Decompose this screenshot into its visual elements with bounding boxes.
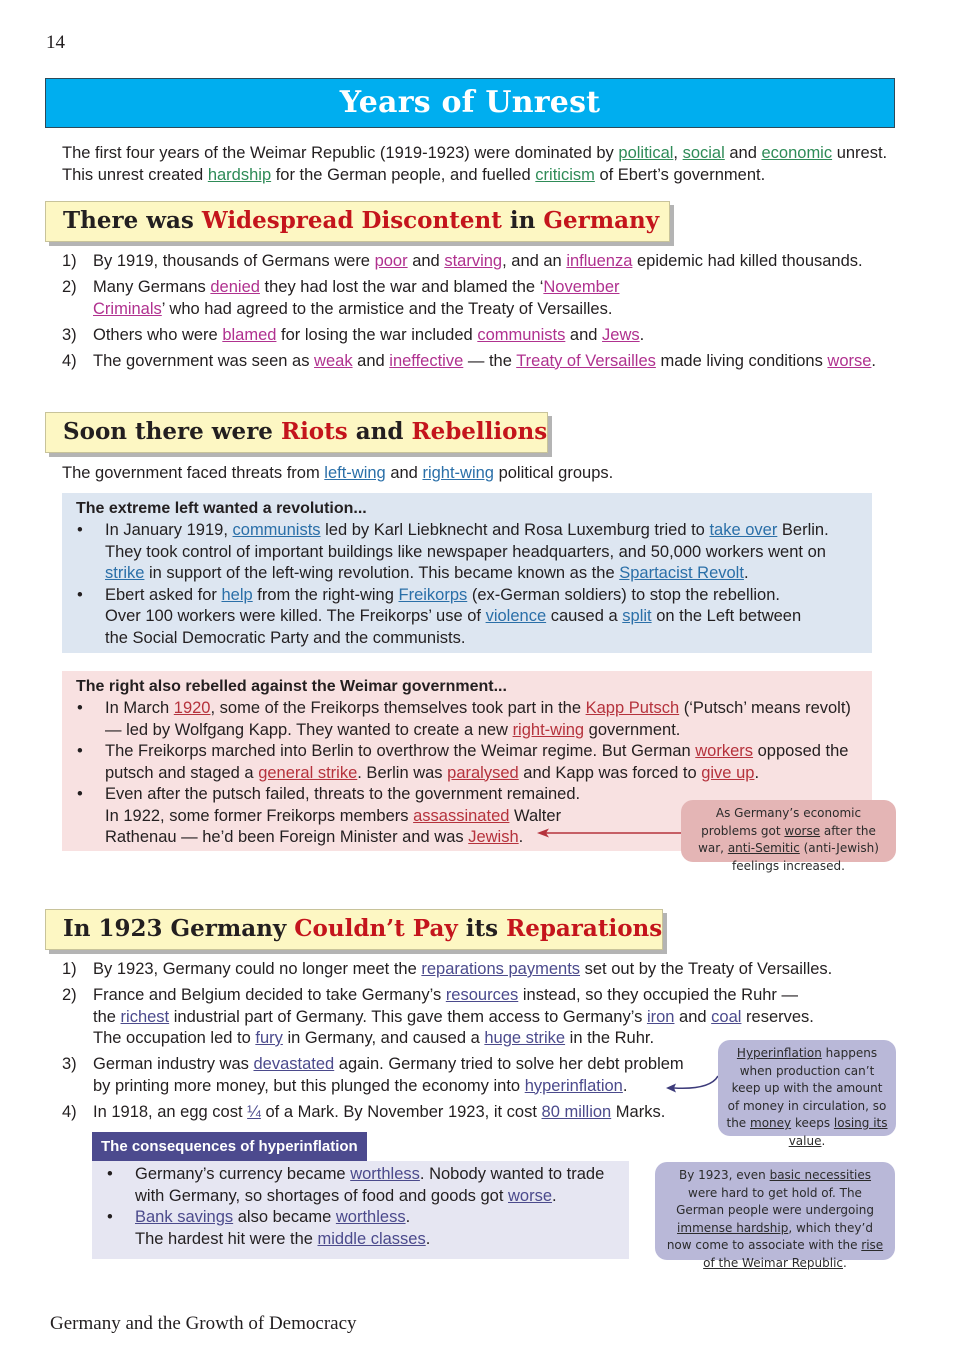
text: (anti-Jewish) feelings increased. (732, 841, 879, 873)
keyword: fury (255, 1029, 283, 1047)
heading-text: and (347, 418, 412, 445)
arrow-curve (674, 1076, 718, 1088)
text: As Germany’s economic problems got (701, 806, 862, 838)
bullet-icon: • (77, 585, 83, 604)
keyword: immense hardship (677, 1220, 789, 1235)
text: from the right-wing (252, 585, 399, 604)
intro-paragraph (62, 142, 902, 186)
text: By 1923, even (678, 1168, 770, 1182)
bullet-icon: • (77, 742, 83, 760)
keyword: money (750, 1116, 792, 1130)
text: , (673, 144, 683, 162)
heading-highlight: Couldn’t Pay (294, 915, 458, 942)
page-footer: Germany and the Growth of Democracy (50, 1313, 357, 1334)
item-number: 3) (62, 1055, 77, 1073)
keyword: resources (445, 986, 519, 1004)
keyword: violence (485, 607, 547, 625)
list-item (76, 741, 858, 784)
text: again. Germany tried to solve her debt problem (334, 1055, 684, 1073)
heading-highlight: Rebellions (411, 418, 548, 445)
text: . (821, 1133, 826, 1148)
keyword: worse (784, 823, 821, 838)
text: . (754, 763, 760, 782)
text: made living conditions (655, 351, 828, 370)
keyword: coal (711, 1007, 742, 1026)
keyword: huge strike (484, 1029, 566, 1047)
keyword: ineffective (389, 351, 464, 370)
text: France and Belgium decided to take Germany’s (93, 986, 446, 1004)
keyword: rise of the Weimar Republic (703, 1238, 884, 1270)
keyword: weak (314, 351, 353, 370)
text: they had lost the war and blamed the ‘ (259, 278, 544, 296)
text: . (871, 351, 877, 370)
text: and Kapp was forced to (518, 763, 702, 782)
heading-highlight: Widespread Discontent (201, 207, 502, 234)
heading-text: Soon there were (63, 418, 281, 445)
keyword: 1920 (173, 699, 211, 717)
text: The occupation led to (93, 1029, 256, 1047)
heading-highlight: Reparations (506, 915, 663, 942)
keyword: basic necessities (769, 1168, 872, 1182)
text: — the (463, 351, 517, 370)
keyword: social (682, 144, 725, 162)
text: for losing the war included (276, 325, 478, 344)
list-item (106, 1207, 615, 1250)
page-title-banner (45, 78, 895, 128)
text: opposed the putsch and staged a (105, 742, 849, 782)
keyword: losing its value (788, 1116, 888, 1148)
text: in Germany, and caused a (282, 1029, 485, 1047)
text: and (385, 464, 423, 482)
keyword: economic (761, 144, 833, 162)
text: . Nobody wanted to trade with Germany, so shortages of food and goods got (135, 1165, 605, 1205)
text: Rathenau — he’d been Foreign Minister and was (105, 828, 469, 846)
keyword: worthless (335, 1208, 406, 1226)
keyword: Hyperinflation (736, 1046, 822, 1060)
list-item (62, 251, 912, 273)
box-title: The right also rebelled against the Weimar government... (76, 678, 507, 695)
text: keeps (791, 1116, 834, 1130)
text: The first four years of the Weimar Republic (1919-1923) were dominated by (62, 144, 619, 162)
section-heading-reparations (45, 909, 663, 950)
consequences-box (92, 1161, 629, 1259)
text: and (407, 252, 445, 270)
keyword: political (618, 144, 674, 162)
keyword: Treaty of Versailles (516, 351, 656, 370)
antisemitism-note (681, 800, 896, 873)
text: reserves. (741, 1007, 814, 1026)
page-title: Years of Unrest (339, 85, 601, 120)
text: government. (584, 720, 681, 739)
text: The government faced threats from (62, 464, 325, 482)
consequences-tag: The consequences of hyperinflation (92, 1132, 367, 1161)
text: after the war, (698, 823, 876, 855)
text: , some of the Freikorps themselves took part in the (210, 699, 586, 717)
heading-highlight: Riots (280, 418, 348, 445)
item-number: 2) (62, 278, 77, 296)
text: . (843, 1255, 847, 1270)
keyword: worthless (350, 1165, 420, 1183)
keyword: worse (827, 351, 872, 370)
keyword: November Criminals (93, 278, 620, 318)
list-item (62, 959, 912, 981)
list-item (62, 277, 653, 320)
list-item (62, 351, 912, 373)
text: The government was seen as (93, 351, 315, 370)
text: German industry was (93, 1055, 254, 1073)
keyword: Freikorps (398, 585, 468, 604)
bullet-icon: • (77, 699, 83, 717)
text: Berlin. They took control of important buildings like newspaper headquarters, and 50,000 workers went on (105, 521, 829, 561)
text: and (674, 1007, 712, 1026)
text: happens when production can’t keep up with the amount of money in circulation, so the (726, 1046, 887, 1130)
keyword: Jewish (468, 828, 519, 846)
text: . (743, 564, 749, 582)
keyword: assassinated (413, 806, 510, 825)
text: in the Ruhr. (565, 1029, 655, 1047)
box-title: The extreme left wanted a revolution... (76, 500, 367, 517)
text: , which they’d now come to associate with the (666, 1220, 873, 1252)
keyword: Jews (602, 325, 640, 344)
list-item (106, 1164, 625, 1207)
text: . (639, 325, 645, 344)
keyword: starving (444, 252, 503, 270)
text: By 1923, Germany could no longer meet the (93, 960, 422, 978)
bullet-icon: • (77, 785, 83, 803)
bullet-list (106, 1164, 615, 1250)
keyword: blamed (222, 325, 277, 344)
text: . (622, 1076, 628, 1095)
heading-text: In 1923 Germany (63, 915, 295, 942)
text: and (565, 325, 603, 344)
keyword: Bank savings (135, 1208, 234, 1226)
text: instead, so they occupied the Ruhr — (518, 986, 799, 1004)
item-number: 1) (62, 960, 77, 978)
text: the (93, 1007, 121, 1026)
discontent-list (62, 251, 912, 377)
item-number: 4) (62, 351, 77, 370)
text: Ebert asked for (105, 585, 222, 604)
keyword: help (221, 585, 253, 604)
keyword: Spartacist Revolt (619, 564, 744, 582)
text: (‘Putsch’ means revolt) — led by Wolfgang Kapp. They wanted to create a new (105, 699, 851, 739)
curved-arrow-icon (664, 1074, 720, 1096)
text: and (724, 144, 762, 162)
text: . (405, 1208, 411, 1226)
keyword: general strike (258, 763, 358, 782)
keyword: iron (646, 1007, 675, 1026)
keyword: take over (709, 521, 778, 539)
text: By 1919, thousands of Germans were (93, 252, 375, 270)
text: set out by the Treaty of Versailles. (580, 960, 833, 978)
keyword: 80 million (541, 1102, 612, 1121)
keyword: devastated (253, 1055, 335, 1073)
text: on the Left between the Social Democratic Party and the communists. (105, 607, 802, 647)
text: by printing more money, but this plunged the economy into (93, 1076, 525, 1095)
keyword: poor (374, 252, 408, 270)
heading-highlight: Germany (543, 207, 660, 234)
text: caused a (546, 607, 623, 625)
keyword: ¼ (247, 1102, 261, 1121)
bullet-icon: • (77, 521, 83, 539)
item-number: 4) (62, 1102, 77, 1121)
keyword: give up (701, 763, 755, 782)
hyperinflation-definition-note (718, 1040, 896, 1148)
keyword: communists (477, 325, 566, 344)
list-item (76, 520, 858, 585)
bullet-icon: • (107, 1165, 113, 1183)
text: . (518, 828, 524, 846)
left-revolution-box (62, 493, 872, 653)
keyword: communists (232, 521, 321, 539)
text: Marks. (611, 1102, 666, 1121)
keyword: richest (120, 1007, 170, 1026)
text: In March (105, 699, 174, 717)
bullet-list (76, 520, 858, 649)
text: epidemic had killed thousands. (632, 252, 863, 270)
item-number: 1) (62, 252, 77, 270)
keyword: paralysed (447, 763, 519, 782)
heading-text: its (457, 915, 507, 942)
text: for the German people, and fuelled (271, 166, 536, 184)
text: In 1922, some former Freikorps members (105, 806, 414, 825)
text: and (352, 351, 390, 370)
text: Even after the putsch failed, threats to the government remained. (105, 785, 581, 803)
keyword: middle classes (317, 1229, 426, 1248)
necessities-note (655, 1162, 895, 1270)
keyword: criticism (535, 166, 595, 184)
text: In 1918, an egg cost (93, 1102, 248, 1121)
keyword: worse (508, 1186, 553, 1205)
section-heading-discontent (45, 201, 670, 242)
keyword: influenza (566, 252, 633, 270)
heading-text: in (501, 207, 544, 234)
keyword: left-wing (324, 464, 386, 482)
arrow-icon (535, 826, 685, 840)
list-item (62, 325, 912, 347)
text: Others who were (93, 325, 223, 344)
keyword: anti-Semitic (727, 841, 800, 855)
text: unrest. This unrest created (62, 144, 888, 184)
item-number: 2) (62, 986, 77, 1004)
text: The Freikorps marched into Berlin to overthrow the Weimar regime. But German (105, 742, 696, 760)
text: . (425, 1229, 431, 1248)
list-item (76, 585, 805, 650)
text: Walter (509, 806, 562, 825)
keyword: workers (695, 742, 754, 760)
text: . (552, 1186, 557, 1205)
text: , and an (502, 252, 567, 270)
page-number: 14 (46, 32, 65, 53)
threats-lead (62, 462, 613, 484)
text: The hardest hit were the (135, 1229, 318, 1248)
list-item (76, 698, 858, 741)
text: were hard to get hold of. The German people were undergoing (676, 1185, 874, 1217)
keyword: hyperinflation (524, 1076, 623, 1095)
keyword: right-wing (512, 720, 585, 739)
keyword: hardship (207, 166, 272, 184)
bullet-icon: • (107, 1208, 113, 1226)
keyword: strike (105, 564, 145, 582)
keyword: right-wing (422, 464, 494, 482)
text: Germany’s currency became (135, 1165, 351, 1183)
text: ’ who had agreed to the armistice and the Treaty of Versailles. (161, 299, 613, 318)
text: also became (233, 1208, 336, 1226)
text: led by Karl Liebknecht and Rosa Luxemburg tried to (320, 521, 710, 539)
text: of Ebert’s government. (594, 166, 766, 184)
text: (ex-German soldiers) to stop the rebellion. Over 100 workers were killed. The Freikorps’ use of (105, 585, 780, 625)
keyword: reparations payments (421, 960, 581, 978)
text: industrial part of Germany. This gave them access to Germany’s (169, 1007, 647, 1026)
keyword: denied (210, 278, 260, 296)
text: . Berlin was (357, 763, 448, 782)
text: In January 1919, (105, 521, 233, 539)
section-heading-riots (45, 412, 548, 453)
text: political groups. (493, 464, 614, 482)
heading-text: There was (63, 207, 202, 234)
text: in support of the left-wing revolution. This became known as the (144, 564, 620, 582)
keyword: split (622, 607, 652, 625)
keyword: Kapp Putsch (585, 699, 680, 717)
item-number: 3) (62, 325, 77, 344)
text: of a Mark. By November 1923, it cost (260, 1102, 542, 1121)
text: Many Germans (93, 278, 211, 296)
